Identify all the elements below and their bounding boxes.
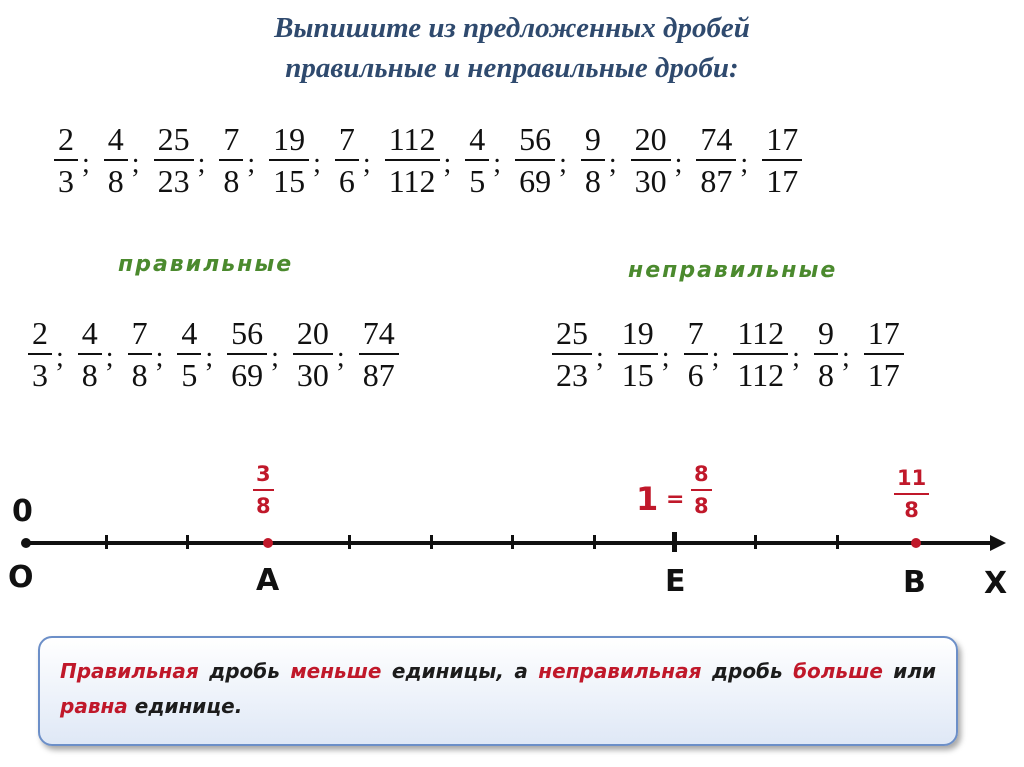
fraction (78, 316, 102, 392)
tick-mark (593, 535, 596, 549)
numerator: 4 (78, 316, 102, 355)
separator: ; (362, 148, 371, 179)
fraction (733, 316, 788, 392)
page-title (0, 8, 1024, 88)
denominator: 17 (867, 357, 900, 393)
numerator: 19 (618, 316, 658, 355)
rule-part: дробь (701, 659, 794, 683)
denominator: 112 (388, 163, 436, 199)
rule-part: или (882, 659, 936, 683)
fraction (359, 316, 399, 392)
fraction (335, 122, 359, 198)
rule-word-equal: равна (60, 694, 128, 718)
numerator: 2 (28, 316, 52, 355)
numerator: 9 (814, 316, 838, 355)
point-a-numerator: 3 (253, 462, 274, 491)
rule-part: единицы, а (381, 659, 539, 683)
denominator: 8 (81, 357, 98, 393)
separator: ; (674, 148, 683, 179)
title-line-2: правильные и неправильные дроби: (285, 52, 739, 84)
separator: ; (661, 342, 670, 373)
point-a-fraction (253, 462, 274, 518)
fraction (684, 316, 708, 392)
denominator: 3 (32, 357, 48, 393)
fraction (128, 316, 152, 392)
tick-mark (511, 535, 514, 549)
point-a-label: A (256, 563, 280, 598)
rule-word-less: меньше (290, 659, 382, 683)
numerator: 112 (385, 122, 440, 161)
denominator: 23 (157, 163, 190, 199)
fraction (219, 122, 243, 198)
separator: ; (443, 148, 452, 179)
numerator: 74 (359, 316, 399, 355)
separator: ; (559, 148, 567, 179)
rule-word-improper: неправильная (538, 659, 702, 683)
tick-mark-unit (672, 532, 677, 552)
fraction (227, 316, 267, 392)
separator: ; (247, 148, 256, 179)
numerator: 25 (552, 316, 592, 355)
numerator: 112 (733, 316, 788, 355)
fraction (293, 316, 333, 392)
numerator: 9 (581, 122, 605, 161)
denominator: 8 (817, 357, 834, 393)
numerator: 17 (762, 122, 802, 161)
numerator: 7 (128, 316, 152, 355)
zero-label: 0 (12, 494, 33, 529)
separator: ; (313, 148, 321, 179)
point-e-fraction (691, 462, 712, 518)
denominator: 5 (469, 163, 486, 199)
unit-one: 1 (636, 480, 659, 518)
denominator: 6 (338, 163, 355, 199)
fraction (465, 122, 489, 198)
denominator: 87 (700, 163, 733, 199)
denominator: 8 (223, 163, 240, 199)
numerator: 20 (631, 122, 671, 161)
separator: ; (131, 148, 140, 179)
denominator: 8 (107, 163, 124, 199)
rule-box (38, 636, 958, 746)
rule-word-greater: больше (793, 659, 883, 683)
separator: ; (841, 342, 850, 373)
proper-label: правильные (118, 252, 294, 277)
point-a-marker (263, 538, 273, 548)
fraction (515, 122, 555, 198)
fraction (28, 316, 52, 392)
equals-sign: = (666, 487, 685, 512)
denominator: 8 (131, 357, 148, 393)
numerator: 7 (219, 122, 243, 161)
separator: ; (56, 342, 64, 373)
denominator: 15 (273, 163, 306, 199)
fraction (552, 316, 592, 392)
fraction (814, 316, 838, 392)
numerator: 17 (864, 316, 904, 355)
fraction (104, 122, 128, 198)
point-b-fraction (894, 466, 929, 522)
numerator: 7 (684, 316, 708, 355)
separator: ; (197, 148, 206, 179)
fraction (631, 122, 671, 198)
fraction (54, 122, 78, 198)
separator: ; (792, 342, 800, 373)
point-e-label: E (665, 564, 686, 599)
separator: ; (82, 148, 90, 179)
title-line-1: Выпишите из предложенных дробей (274, 12, 750, 44)
numerator: 4 (465, 122, 489, 161)
point-e-numerator: 8 (691, 462, 712, 491)
point-b-marker (911, 538, 921, 548)
denominator: 5 (181, 357, 198, 393)
numerator: 56 (227, 316, 267, 355)
fraction (696, 122, 736, 198)
axis-x-label: X (984, 566, 1008, 601)
rule-part: единице. (127, 694, 243, 718)
point-b-denominator: 8 (904, 498, 919, 522)
denominator: 8 (584, 163, 601, 199)
fraction (618, 316, 658, 392)
denominator: 23 (556, 357, 588, 393)
tick-mark (348, 535, 351, 549)
denominator: 69 (519, 163, 552, 199)
fraction (762, 122, 802, 198)
fraction (154, 122, 194, 198)
numerator: 2 (54, 122, 78, 161)
denominator: 17 (766, 163, 799, 199)
rule-text (60, 654, 936, 724)
numerator: 19 (269, 122, 309, 161)
separator: ; (336, 342, 345, 373)
separator: ; (155, 342, 164, 373)
denominator: 3 (58, 163, 74, 199)
numerator: 4 (104, 122, 128, 161)
separator: ; (596, 342, 604, 373)
denominator: 15 (621, 357, 654, 393)
numerator: 25 (154, 122, 194, 161)
denominator: 87 (362, 357, 395, 393)
rule-part: дробь (198, 659, 291, 683)
improper-label: неправильные (628, 258, 838, 283)
fraction (864, 316, 904, 392)
numerator: 4 (177, 316, 201, 355)
tick-mark (430, 535, 433, 549)
separator: ; (205, 342, 214, 373)
tick-mark (105, 535, 108, 549)
point-b-numerator: 11 (894, 466, 929, 495)
denominator: 6 (687, 357, 704, 393)
denominator: 30 (634, 163, 667, 199)
improper-fractions-row (552, 316, 904, 392)
numerator: 56 (515, 122, 555, 161)
tick-mark (836, 535, 839, 549)
numerator: 74 (696, 122, 736, 161)
numerator: 7 (335, 122, 359, 161)
separator: ; (105, 342, 114, 373)
point-b-label: B (903, 565, 926, 600)
fraction (385, 122, 440, 198)
arrow-right-icon (990, 535, 1006, 551)
point-a-denominator: 8 (256, 494, 271, 518)
origin-label: O (8, 560, 34, 595)
separator: ; (493, 148, 502, 179)
separator: ; (711, 342, 720, 373)
denominator: 69 (231, 357, 264, 393)
tick-mark (754, 535, 757, 549)
proper-fractions-row (28, 316, 399, 392)
denominator: 30 (296, 357, 329, 393)
fraction (177, 316, 201, 392)
denominator: 112 (737, 357, 785, 393)
fraction (581, 122, 605, 198)
point-e-denominator: 8 (694, 494, 709, 518)
separator: ; (740, 148, 749, 179)
tick-mark (186, 535, 189, 549)
numerator: 20 (293, 316, 333, 355)
fraction (269, 122, 309, 198)
origin-point (21, 538, 31, 548)
all-fractions-row (54, 122, 802, 198)
separator: ; (271, 342, 279, 373)
separator: ; (608, 148, 617, 179)
rule-word-proper: Правильная (60, 659, 199, 683)
